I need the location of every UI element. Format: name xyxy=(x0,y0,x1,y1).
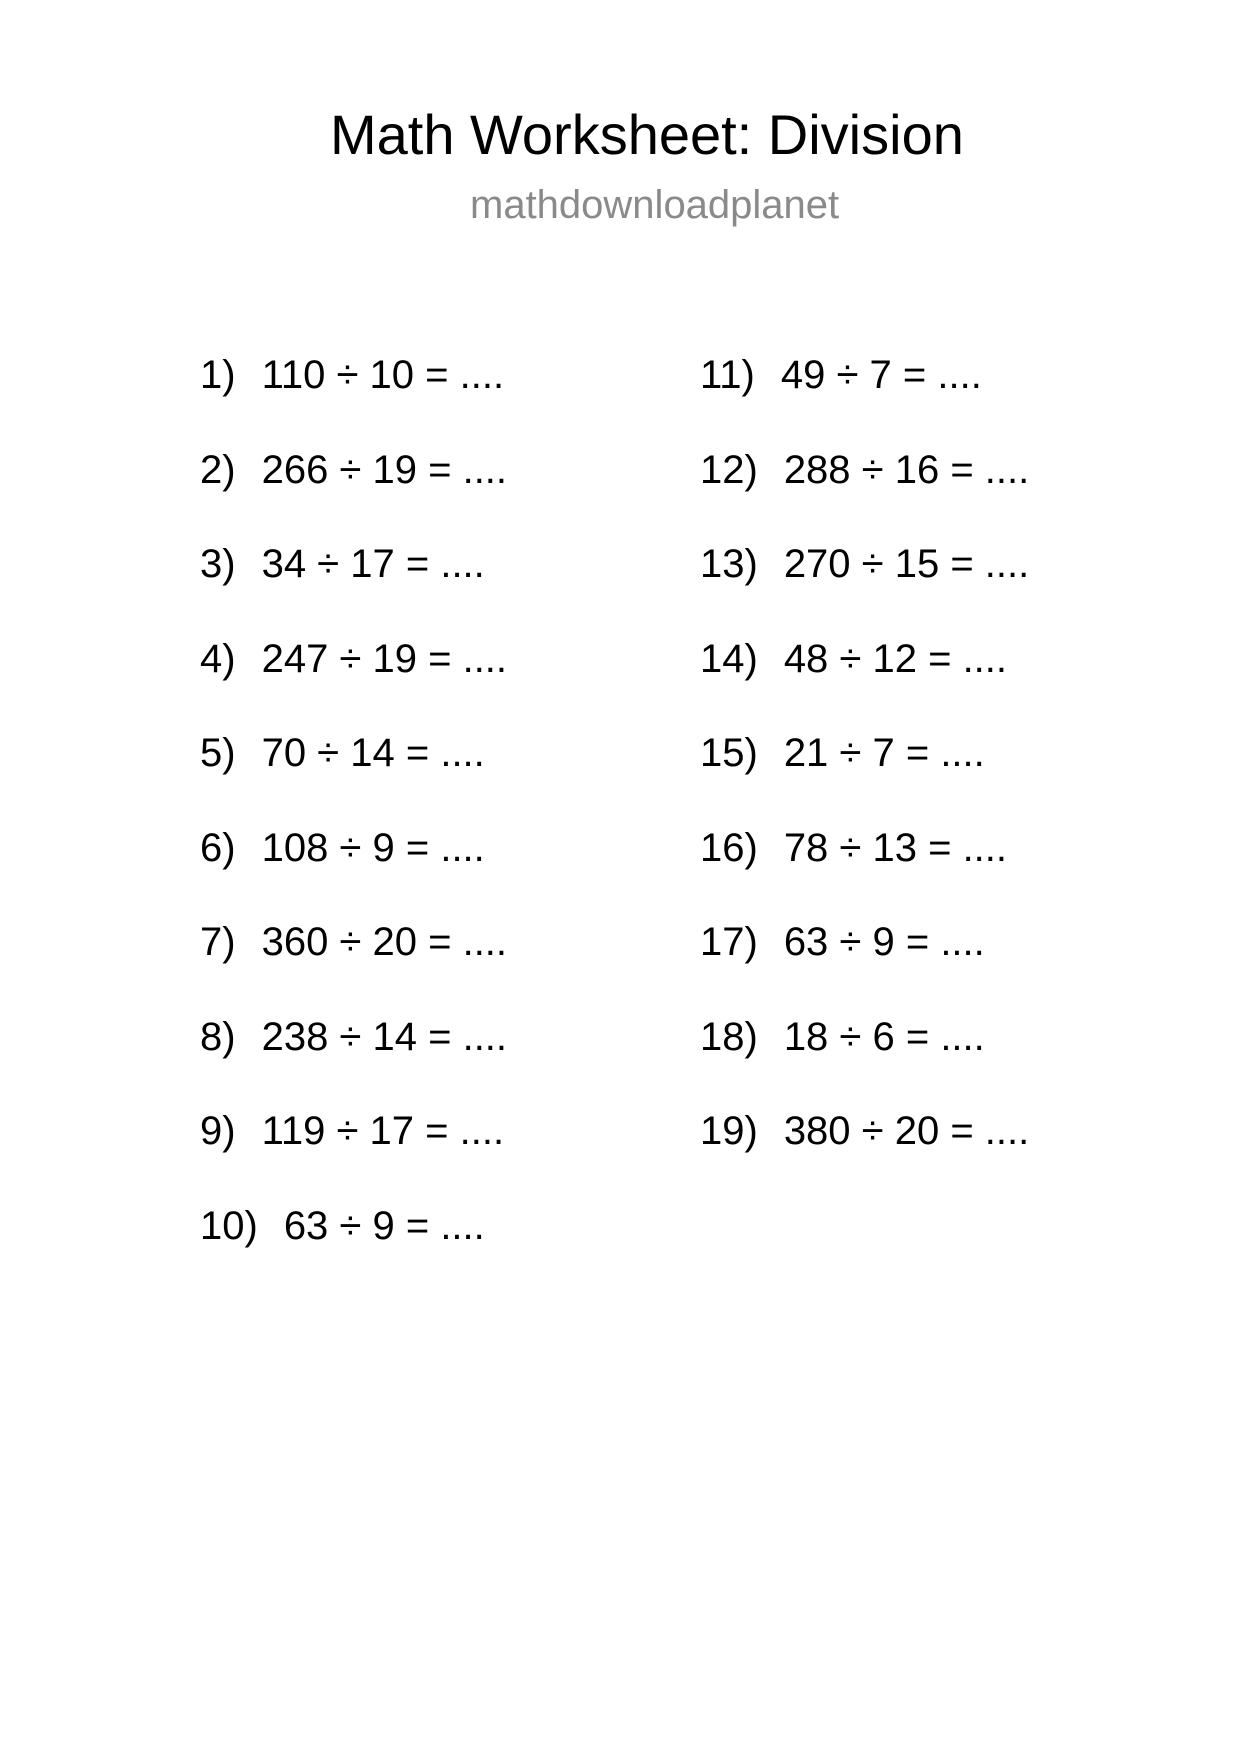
problem-expression: 63 ÷ 9 = .... xyxy=(783,920,985,964)
problem-1 xyxy=(200,350,507,445)
problem-6 xyxy=(200,823,507,918)
problem-number: 8) xyxy=(200,1014,236,1059)
problem-expression: 360 ÷ 20 = .... xyxy=(261,920,508,964)
problem-19 xyxy=(700,1106,1029,1201)
problem-number: 10) xyxy=(200,1203,258,1248)
problem-7 xyxy=(200,917,507,1012)
problem-expression: 288 ÷ 16 = .... xyxy=(783,447,1030,492)
problem-number: 15) xyxy=(700,731,758,775)
problem-9 xyxy=(200,1106,507,1201)
problem-number: 16) xyxy=(700,825,758,870)
site-name: mathdownloadplanet xyxy=(470,183,840,227)
problem-number: 19) xyxy=(700,1109,758,1153)
problem-number: 12) xyxy=(700,447,758,492)
problem-expression: 238 ÷ 14 = .... xyxy=(261,1014,508,1059)
problem-expression: 266 ÷ 19 = .... xyxy=(261,447,508,492)
problem-expression: 78 ÷ 13 = .... xyxy=(783,825,1008,870)
problem-expression: 18 ÷ 6 = .... xyxy=(783,1014,985,1059)
problem-number: 6) xyxy=(200,825,236,870)
problem-14 xyxy=(700,634,1029,729)
problem-number: 1) xyxy=(200,353,236,397)
problem-17 xyxy=(700,917,1029,1012)
problem-column-right xyxy=(700,350,1029,1201)
problem-expression: 21 ÷ 7 = .... xyxy=(783,731,985,775)
problem-expression: 380 ÷ 20 = .... xyxy=(783,1109,1030,1153)
problem-expression: 270 ÷ 15 = .... xyxy=(783,542,1030,586)
problem-18 xyxy=(700,1012,1029,1107)
problem-number: 11) xyxy=(700,353,755,397)
problem-expression: 34 ÷ 17 = .... xyxy=(261,542,485,586)
problem-expression: 49 ÷ 7 = .... xyxy=(780,353,982,397)
problem-number: 9) xyxy=(200,1109,236,1153)
problem-12 xyxy=(700,445,1029,540)
problem-expression: 108 ÷ 9 = .... xyxy=(261,825,485,870)
problem-11 xyxy=(700,350,1029,445)
problem-expression: 48 ÷ 12 = .... xyxy=(783,636,1008,681)
problem-column-left xyxy=(200,350,507,1295)
problem-number: 17) xyxy=(700,920,758,964)
page-title: Math Worksheet: Division xyxy=(330,103,964,166)
problem-number: 5) xyxy=(200,731,236,775)
problem-5 xyxy=(200,728,507,823)
problem-number: 14) xyxy=(700,636,758,681)
problem-number: 3) xyxy=(200,542,236,586)
problem-number: 4) xyxy=(200,636,236,681)
problem-expression: 63 ÷ 9 = .... xyxy=(283,1203,485,1248)
problem-10 xyxy=(200,1201,507,1296)
problem-16 xyxy=(700,823,1029,918)
problem-number: 13) xyxy=(700,542,758,586)
problem-number: 7) xyxy=(200,920,236,964)
problem-number: 18) xyxy=(700,1014,758,1059)
problem-expression: 247 ÷ 19 = .... xyxy=(261,636,508,681)
problem-expression: 110 ÷ 10 = .... xyxy=(261,353,505,397)
problem-4 xyxy=(200,634,507,729)
problem-15 xyxy=(700,728,1029,823)
problem-8 xyxy=(200,1012,507,1107)
problem-expression: 70 ÷ 14 = .... xyxy=(261,731,485,775)
problem-2 xyxy=(200,445,507,540)
problem-expression: 119 ÷ 17 = .... xyxy=(261,1109,505,1153)
problem-3 xyxy=(200,539,507,634)
problem-number: 2) xyxy=(200,447,236,492)
problem-13 xyxy=(700,539,1029,634)
